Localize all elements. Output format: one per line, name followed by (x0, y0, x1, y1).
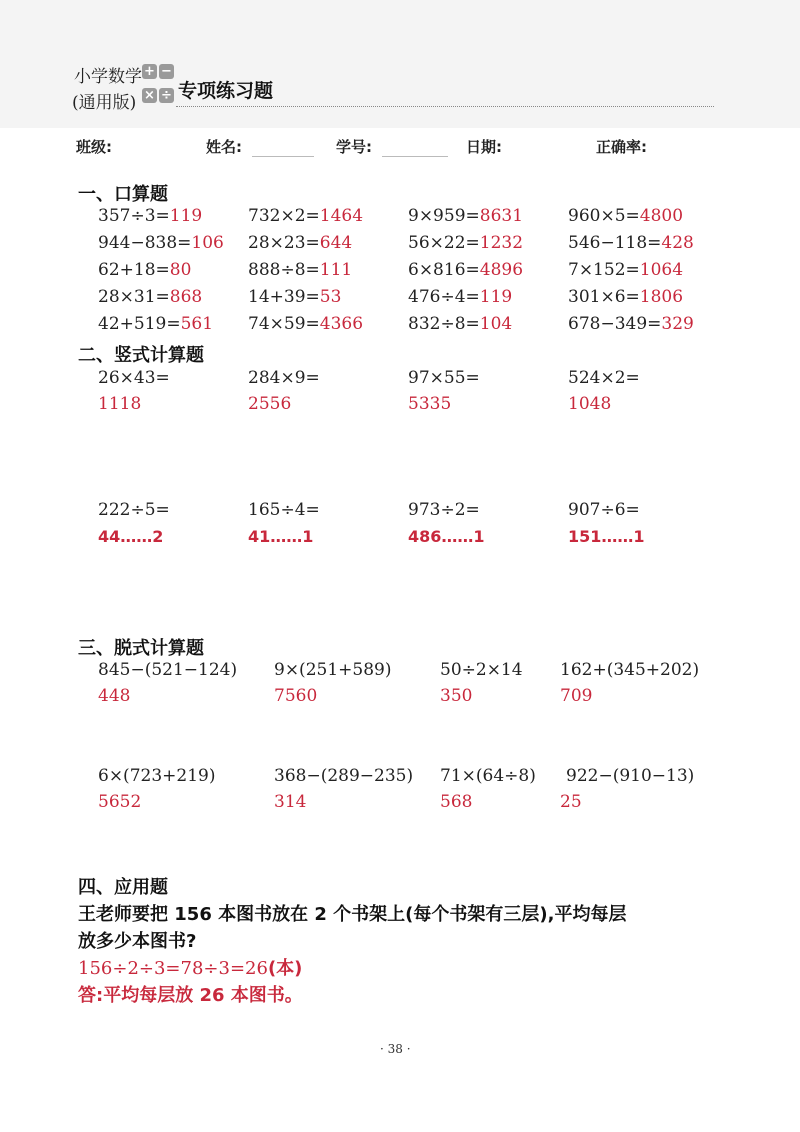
vertical-answer: 486……1 (408, 527, 485, 546)
header-divider (176, 106, 714, 107)
oral-item: 476÷4=119 (408, 287, 513, 307)
series-name: 小学数学 (74, 67, 142, 87)
vertical-answer: 1118 (98, 394, 142, 414)
stepwise-question: 50÷2×14 (440, 660, 523, 680)
oral-item: 301×6=1806 (568, 287, 684, 307)
oral-item: 9×959=8631 (408, 206, 524, 226)
stepwise-question: 162+(345+202) (560, 660, 700, 680)
vertical-answer: 2556 (248, 394, 292, 414)
stepwise-answer: 5652 (98, 792, 142, 812)
oral-item: 888÷8=111 (248, 260, 353, 280)
vertical-question: 165÷4= (248, 500, 320, 520)
vertical-question: 284×9= (248, 368, 320, 388)
oral-item: 944−838=106 (98, 233, 224, 253)
oral-item: 732×2=1464 (248, 206, 364, 226)
oral-item: 7×152=1064 (568, 260, 684, 280)
vertical-answer: 151……1 (568, 527, 645, 546)
oral-item: 28×23=644 (248, 233, 353, 253)
stepwise-answer: 568 (440, 792, 473, 812)
exercise-title: 专项练习题 (178, 80, 274, 102)
section-title-word-problem: 四、应用题 (78, 877, 168, 898)
section-title-stepwise: 三、脱式计算题 (78, 638, 204, 659)
student-no-label: 学号: (336, 138, 372, 156)
vertical-question: 524×2= (568, 368, 640, 388)
series-edition: (通用版) (72, 93, 137, 113)
oral-item: 832÷8=104 (408, 314, 513, 334)
problem-text-line1: 王老师要把 156 本图书放在 2 个书架上(每个书架有三层),平均每层 (78, 904, 627, 925)
problem-text-line2: 放多少本图书? (78, 931, 197, 952)
solution-expression: 156÷2÷3=78÷3=26(本) (78, 958, 303, 979)
section-title-oral: 一、口算题 (78, 184, 168, 205)
vertical-question: 907÷6= (568, 500, 640, 520)
vertical-question: 973÷2= (408, 500, 480, 520)
plus-icon: + (142, 64, 157, 79)
oral-item: 546−118=428 (568, 233, 694, 253)
minus-icon: − (159, 64, 174, 79)
stepwise-answer: 25 (560, 792, 582, 812)
times-icon: × (142, 88, 157, 103)
section-title-vertical: 二、竖式计算题 (78, 345, 204, 366)
oral-item: 28×31=868 (98, 287, 203, 307)
oral-item: 74×59=4366 (248, 314, 364, 334)
name-label: 姓名: (206, 138, 242, 156)
oral-item: 960×5=4800 (568, 206, 684, 226)
stepwise-question: 71×(64÷8) (440, 766, 536, 786)
date-label: 日期: (466, 138, 502, 156)
vertical-question: 222÷5= (98, 500, 170, 520)
vertical-answer: 5335 (408, 394, 452, 414)
stepwise-answer: 314 (274, 792, 307, 812)
student-no-field[interactable] (382, 156, 448, 157)
oral-item: 42+519=561 (98, 314, 214, 334)
answer-sentence: 答:平均每层放 26 本图书。 (78, 985, 303, 1006)
page-number: · 38 · (380, 1042, 411, 1056)
oral-item: 357÷3=119 (98, 206, 203, 226)
stepwise-answer: 448 (98, 686, 131, 706)
stepwise-question: 9×(251+589) (274, 660, 392, 680)
vertical-answer: 41……1 (248, 527, 314, 546)
stepwise-question: 922−(910−13) (566, 766, 695, 786)
stepwise-question: 845−(521−124) (98, 660, 238, 680)
name-field[interactable] (252, 156, 314, 157)
oral-item: 56×22=1232 (408, 233, 524, 253)
vertical-question: 97×55= (408, 368, 480, 388)
oral-item: 62+18=80 (98, 260, 192, 280)
stepwise-answer: 350 (440, 686, 473, 706)
oral-item: 14+39=53 (248, 287, 342, 307)
vertical-question: 26×43= (98, 368, 170, 388)
vertical-answer: 1048 (568, 394, 612, 414)
stepwise-question: 368−(289−235) (274, 766, 414, 786)
oral-item: 678−349=329 (568, 314, 694, 334)
divide-icon: ÷ (159, 88, 174, 103)
stepwise-answer: 7560 (274, 686, 318, 706)
stepwise-question: 6×(723+219) (98, 766, 216, 786)
class-label: 班级: (76, 138, 112, 156)
accuracy-label: 正确率: (596, 138, 647, 156)
vertical-answer: 44……2 (98, 527, 164, 546)
oral-item: 6×816=4896 (408, 260, 524, 280)
stepwise-answer: 709 (560, 686, 593, 706)
